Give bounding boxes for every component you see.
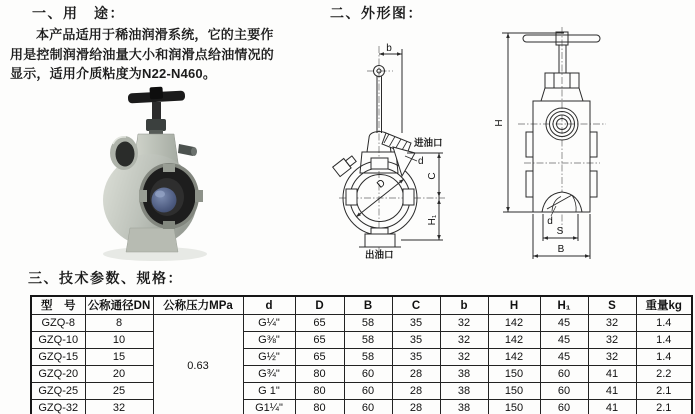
cell-D: 80	[295, 366, 344, 383]
cell-model: GZQ-32	[31, 400, 85, 414]
cell-C: 35	[392, 315, 440, 332]
spec-table	[30, 295, 693, 414]
product-photo	[95, 80, 300, 270]
cell-C: 28	[392, 400, 440, 414]
cell-H1: 60	[540, 400, 588, 414]
cell-B: 58	[344, 349, 392, 366]
col-header-S: S	[588, 296, 636, 315]
col-header-dn: 公称通径DN	[85, 296, 153, 315]
col-header-pressure: 公称压力MPa	[153, 296, 243, 315]
cell-D: 80	[295, 383, 344, 400]
cell-H: 150	[488, 383, 540, 400]
cell-model: GZQ-10	[31, 332, 85, 349]
col-header-C: C	[392, 296, 440, 315]
cell-model: GZQ-20	[31, 366, 85, 383]
cell-weight: 2.1	[636, 400, 692, 414]
col-header-weight: 重量kg	[636, 296, 692, 315]
valve-packing-nut	[146, 119, 166, 131]
cell-H1: 45	[540, 349, 588, 366]
outline-drawing-front-view	[490, 25, 625, 270]
cell-C: 35	[392, 349, 440, 366]
valve-sight-glass	[139, 163, 203, 229]
cell-S: 32	[588, 332, 636, 349]
dim-label-diameter: D	[375, 177, 388, 191]
cell-b: 32	[440, 315, 488, 332]
section-outline-title: 二、外形图：	[330, 5, 423, 21]
dim-label-c: C	[427, 172, 438, 180]
cell-S: 32	[588, 315, 636, 332]
col-header-b: b	[440, 296, 488, 315]
cell-b: 38	[440, 400, 488, 414]
cell-dn: 15	[85, 349, 153, 366]
cell-b: 32	[440, 349, 488, 366]
table-row	[31, 383, 692, 400]
dim-label-d: d	[418, 156, 424, 167]
outline-drawing-side-view	[325, 40, 450, 262]
cell-dn: 20	[85, 366, 153, 383]
cell-model: GZQ-8	[31, 315, 85, 332]
table-row	[31, 400, 692, 414]
cell-d: G¼"	[243, 315, 295, 332]
usage-paragraph	[10, 25, 310, 84]
cell-dn: 25	[85, 383, 153, 400]
cell-model: GZQ-25	[31, 383, 85, 400]
cell-S: 41	[588, 383, 636, 400]
cell-D: 65	[295, 349, 344, 366]
valve-left-port	[110, 136, 138, 170]
valve-base	[126, 228, 178, 252]
cell-B: 60	[344, 400, 392, 414]
dim-label-s: S	[556, 226, 564, 237]
table-row	[31, 315, 692, 332]
cell-H: 150	[488, 400, 540, 414]
usage-line: 显示，适用介质粘度为N22-N460。	[10, 66, 217, 81]
cell-d: G⅜"	[243, 332, 295, 349]
cell-weight: 1.4	[636, 315, 692, 332]
cell-weight: 2.1	[636, 383, 692, 400]
cell-B: 60	[344, 383, 392, 400]
col-header-d: d	[243, 296, 295, 315]
cell-H: 142	[488, 315, 540, 332]
section-specs-title: 三、技术参数、规格：	[28, 270, 183, 286]
cell-b: 32	[440, 332, 488, 349]
cell-S: 32	[588, 349, 636, 366]
table-header-row	[31, 296, 692, 315]
cell-H1: 60	[540, 366, 588, 383]
cell-S: 41	[588, 400, 636, 414]
col-header-model: 型 号	[31, 296, 85, 315]
dim-label-b-width: B	[557, 244, 565, 255]
cell-B: 58	[344, 315, 392, 332]
dim-label-b: b	[386, 43, 392, 54]
cell-C: 28	[392, 366, 440, 383]
col-header-B: B	[344, 296, 392, 315]
cell-B: 58	[344, 332, 392, 349]
outlet-label: 出油口	[365, 250, 394, 261]
cell-D: 80	[295, 400, 344, 414]
inlet-label: 进油口	[414, 138, 443, 149]
cell-d: G½"	[243, 349, 295, 366]
cell-H: 142	[488, 332, 540, 349]
dim-label-d: d	[547, 216, 553, 227]
cell-model: GZQ-15	[31, 349, 85, 366]
cell-H1: 45	[540, 332, 588, 349]
cell-H: 142	[488, 349, 540, 366]
cell-d: G 1"	[243, 383, 295, 400]
usage-line: 用是控制润滑给油量大小和润滑点给油情况的	[10, 46, 275, 62]
cell-dn: 32	[85, 400, 153, 414]
cell-H: 150	[488, 366, 540, 383]
cell-b: 38	[440, 366, 488, 383]
dim-label-h: H	[494, 119, 505, 127]
cell-d: G1¼"	[243, 400, 295, 414]
cell-S: 41	[588, 366, 636, 383]
cell-H1: 60	[540, 383, 588, 400]
table-row	[31, 332, 692, 349]
cell-H1: 45	[540, 315, 588, 332]
dim-label-h1: H₁	[427, 214, 438, 226]
cell-D: 65	[295, 315, 344, 332]
valve-side-nipple-tip	[191, 147, 197, 156]
cell-d: G¾"	[243, 366, 295, 383]
cell-b: 38	[440, 383, 488, 400]
usage-line: 本产品适用于稀油润滑系统，它的主要作	[36, 27, 274, 42]
cell-C: 35	[392, 332, 440, 349]
table-row	[31, 366, 692, 383]
cell-dn: 10	[85, 332, 153, 349]
section-usage-title: 一、用 途：	[32, 5, 125, 21]
col-header-H1: H₁	[540, 296, 588, 315]
cell-D: 65	[295, 332, 344, 349]
cell-weight: 1.4	[636, 332, 692, 349]
col-header-D: D	[295, 296, 344, 315]
col-header-H: H	[488, 296, 540, 315]
cell-weight: 1.4	[636, 349, 692, 366]
cell-dn: 8	[85, 315, 153, 332]
cell-B: 60	[344, 366, 392, 383]
cell-C: 28	[392, 383, 440, 400]
table-row	[31, 349, 692, 366]
cell-weight: 2.2	[636, 366, 692, 383]
cell-pressure-merged: 0.63	[153, 315, 243, 414]
valve-handle	[128, 85, 186, 103]
